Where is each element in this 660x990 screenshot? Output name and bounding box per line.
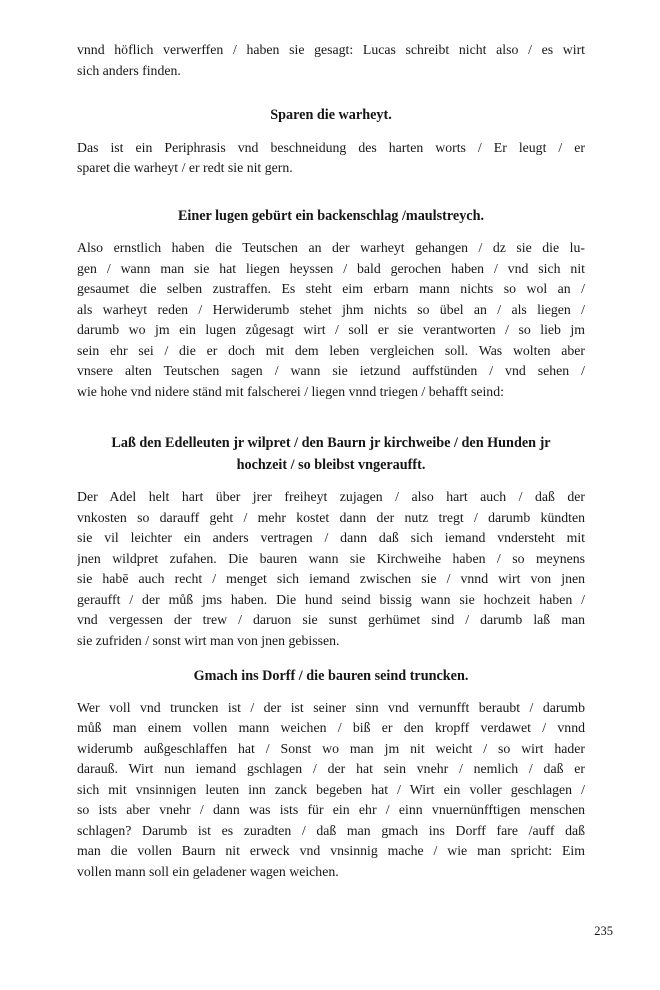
text-blocks xyxy=(77,40,585,882)
section-heading xyxy=(77,433,585,476)
paragraph xyxy=(77,40,585,81)
section-heading xyxy=(77,105,585,127)
paragraph-line: gesaumet die selben zustraffen. Es steht eim erbarn mann nichts so wol an / xyxy=(77,281,585,296)
paragraph-line: darumb wo jm ein lugen zůgesagt wirt / soll er sie verantworten / so lieb jm xyxy=(77,322,585,337)
paragraph-line: sich mit vnsinnigen leuten inn zanck begeben hat / Wirt ein voller geschlagen / xyxy=(77,781,585,797)
paragraph xyxy=(77,487,585,651)
paragraph-line: vollen mann soll ein geladener wagen weichen. xyxy=(77,863,339,879)
paragraph-line: man die vollen Baurn nit erweck vnd vnsinnig mache / wie man spricht: Eim xyxy=(77,843,585,858)
paragraph-line: sie zufriden / sonst wirt man von jnen gebissen. xyxy=(77,632,340,648)
section-heading xyxy=(77,206,585,228)
heading-line: hochzeit / so bleibst vngeraufft. xyxy=(236,456,426,473)
paragraph-line: sich anders finden. xyxy=(77,62,181,78)
paragraph-line: gen / wann man sie hat liegen heyssen / bald gerochen haben / vnd sich nit xyxy=(77,260,585,276)
paragraph-line: sparet die warheyt / er redt sie nit gern. xyxy=(77,160,293,175)
heading-line: Einer lugen gebürt ein backenschlag /maulstreych. xyxy=(177,207,485,224)
paragraph-line: sie vil leichter ein anders vertragen / dann daß sich iemand vndersteht mit xyxy=(77,530,585,545)
paragraph-line: sein ehr sei / die er doch mit dem leben vergleichen soll. Was wolten aber xyxy=(77,342,585,358)
paragraph-line: geraufft / der můß jms haben. Die hund seind bissig wann sie hochzeit haben / xyxy=(77,591,585,607)
paragraph-line: vnd vergessen der trew / daruon sie sunst gerhümet sind / darumb laß man xyxy=(77,612,585,627)
paragraph xyxy=(77,698,585,883)
paragraph-line: so ists aber vnehr / dann was ists für ein ehr / einn vnuernünfftigen menschen xyxy=(77,802,585,817)
paragraph-line: wie hohe vnd nidere ständ mit falscherei / liegen vnnd triegen / behafft seind: xyxy=(77,383,504,399)
paragraph-line: sie habē auch recht / menget sich iemand zwischen sie / vnnd wirt von jnen xyxy=(77,571,585,586)
paragraph-line: vnkosten so darauff geht / mehr kostet dann der nutz tregt / darumb kündten xyxy=(77,509,585,525)
page-number: 235 xyxy=(594,924,613,938)
paragraph-line: schlagen? Darumb ist es zuradten / daß man gmach ins Dorff fare /auff daß xyxy=(77,822,585,838)
paragraph-line: Also ernstlich haben die Teutschen an der warheyt gehangen / dz sie die lu- xyxy=(77,240,585,255)
paragraph xyxy=(77,238,585,402)
section-heading xyxy=(77,666,585,688)
heading-line: Laß den Edelleuten jr wilpret / den Baurn jr kirchweibe / den Hunden jr xyxy=(111,435,551,451)
paragraph-line: Wer voll vnd truncken ist / der ist seiner sinn vnd vernunfft beraubt / darumb xyxy=(77,699,585,715)
paragraph-line: Der Adel helt hart über jrer freiheyt zujagen / also hart auch / daß der xyxy=(77,489,585,504)
paragraph xyxy=(77,138,585,179)
paragraph-line: můß man einem vollen mann weichen / biß er den kropff verdawet / vnnd xyxy=(77,720,585,735)
heading-line: Sparen die warheyt. xyxy=(270,107,392,123)
paragraph-line: als warheyt reden / Herwiderumb stehet jhm nichts so übel an / als liegen / xyxy=(77,301,585,317)
paragraph-line: vnsere alten Teutschen sagen / wann sie ietzund auffstünden / vnd sehen / xyxy=(77,363,585,378)
paragraph-line: darauß. Wirt nun iemand gschlagen / der hat sein vnehr / nemlich / daß er xyxy=(77,761,585,776)
paragraph-line: jnen wildpret zufahen. Die bauren wann sie Kirchweihe haben / so meynens xyxy=(77,550,585,566)
paragraph-line: widerumb außgeschlaffen hat / Sonst wo man jm nit weicht / so wirt hader xyxy=(77,740,585,756)
heading-line: Gmach ins Dorff / die bauren seind truncken. xyxy=(193,668,469,684)
paragraph-line: vnnd höflich verwerffen / haben sie gesagt: Lucas schreibt nicht also / es wirt xyxy=(77,42,585,57)
paragraph-line: Das ist ein Periphrasis vnd beschneidung des harten worts / Er leugt / er xyxy=(77,139,585,155)
